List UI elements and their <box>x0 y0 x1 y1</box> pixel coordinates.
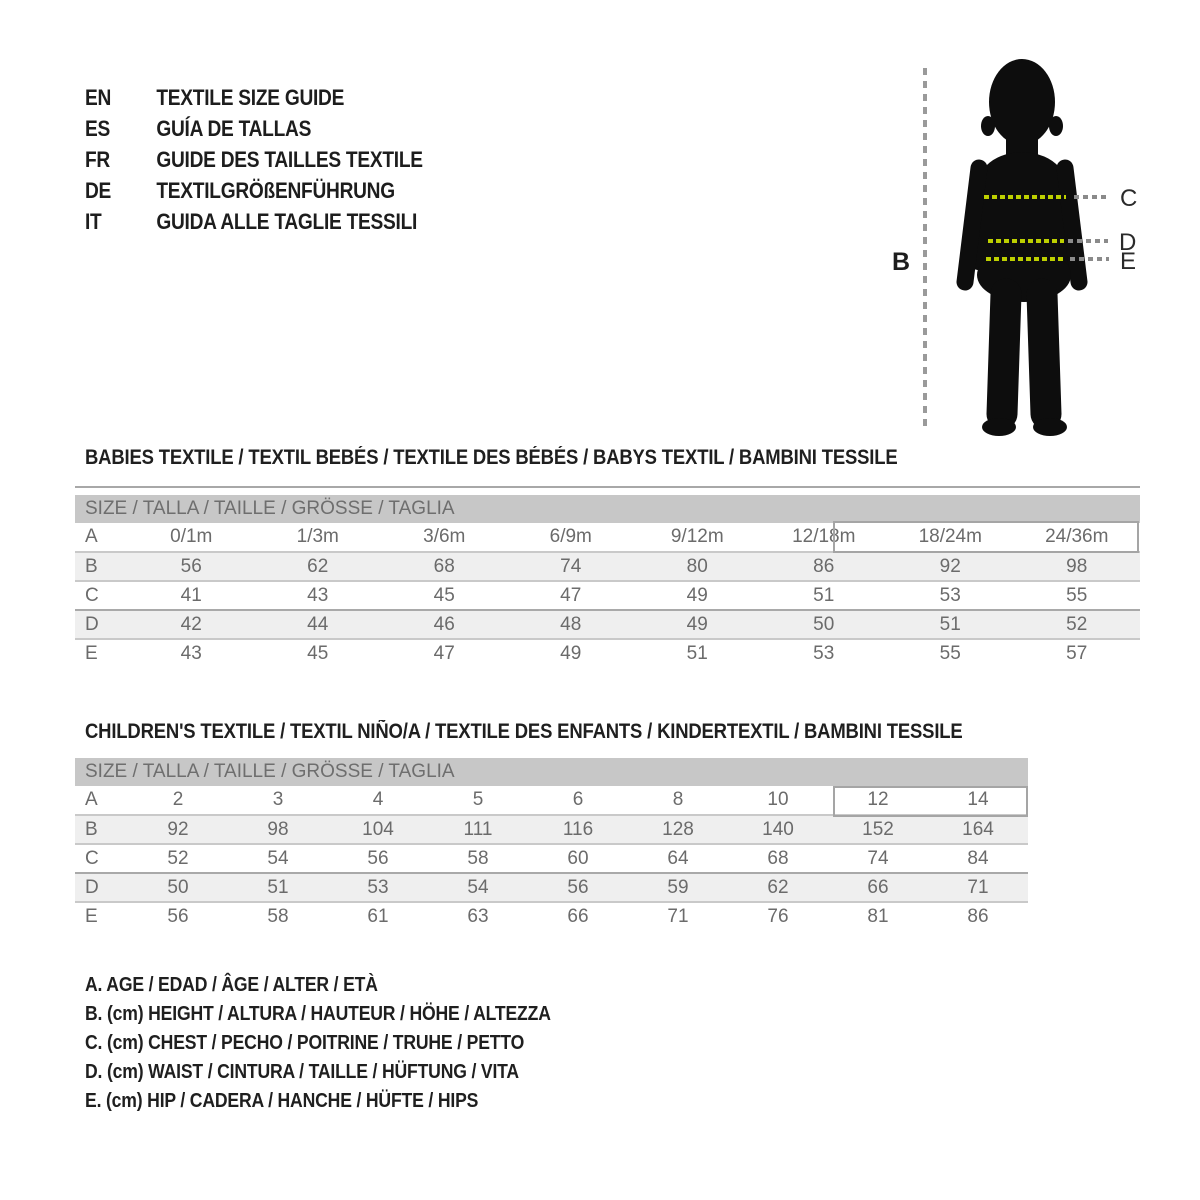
size-value-cell: 46 <box>433 613 455 635</box>
size-value-cell: 56 <box>567 876 589 898</box>
size-value-cell: 71 <box>667 906 689 927</box>
size-value-cell: 53 <box>939 584 961 606</box>
size-value-cell: 63 <box>467 906 489 927</box>
size-value-cell: 12 <box>867 789 889 810</box>
guide-title: GUÍA DE TALLAS <box>156 115 312 141</box>
size-value-cell: 86 <box>967 906 989 927</box>
size-value-cell: 74 <box>560 555 582 577</box>
child-measurement-figure <box>878 42 1168 447</box>
size-value-cell: 60 <box>567 847 589 869</box>
size-table-row <box>75 610 1140 639</box>
row-label: C <box>85 847 99 869</box>
child-silhouette <box>965 59 1079 436</box>
row-label: D <box>85 613 99 635</box>
language-code: ES <box>85 115 111 141</box>
guide-title: GUIDA ALLE TAGLIE TESSILI <box>156 208 418 234</box>
size-value-cell: 62 <box>767 876 789 898</box>
legend-item: E. (cm) HIP / CADERA / HANCHE / HÜFTE / HIPS <box>85 1090 479 1112</box>
language-row <box>85 175 423 206</box>
size-value-cell: 59 <box>667 876 689 898</box>
size-value-cell: 47 <box>560 584 582 606</box>
size-value-cell: 164 <box>962 818 994 840</box>
legend-item: C. (cm) CHEST / PECHO / POITRINE / TRUHE / PETTO <box>85 1032 525 1054</box>
size-value-cell: 66 <box>567 906 589 927</box>
language-code: EN <box>85 84 112 110</box>
size-table-row <box>75 902 1028 931</box>
language-row <box>85 113 423 144</box>
size-value-cell: 51 <box>939 613 961 635</box>
row-label: A <box>85 526 98 547</box>
selected-sizes-highlight <box>833 786 1028 817</box>
size-header-band: SIZE / TALLA / TAILLE / GRÖSSE / TAGLIA <box>75 758 1028 786</box>
size-table-row <box>75 873 1028 902</box>
size-value-cell: 41 <box>180 584 202 606</box>
size-value-cell: 58 <box>267 906 289 927</box>
size-value-cell: 76 <box>767 906 789 927</box>
size-value-cell: 68 <box>767 847 789 869</box>
height-label: B <box>892 248 911 276</box>
children-section-title: CHILDREN'S TEXTILE / TEXTIL NIÑO/A / TEXTILE DES ENFANTS / KINDERTEXTIL / BAMBINI TESSILE <box>85 720 963 743</box>
size-value-cell: 58 <box>467 847 489 869</box>
size-value-cell: 12/18m <box>792 526 856 547</box>
selected-sizes-highlight <box>833 521 1139 553</box>
size-value-cell: 74 <box>867 847 889 869</box>
language-row <box>85 206 423 237</box>
size-value-cell: 66 <box>867 876 889 898</box>
size-value-cell: 49 <box>560 643 582 664</box>
size-value-cell: 50 <box>167 876 189 898</box>
hip-label: E <box>1120 248 1137 275</box>
size-value-cell: 4 <box>372 789 384 810</box>
size-value-cell: 104 <box>362 818 394 840</box>
row-label: C <box>85 584 99 606</box>
size-value-cell: 47 <box>433 643 455 664</box>
size-value-cell: 56 <box>180 555 202 577</box>
language-title-list <box>85 82 423 237</box>
size-table-row <box>75 581 1140 610</box>
size-value-cell: 61 <box>367 906 389 927</box>
size-value-cell: 3/6m <box>423 526 466 547</box>
size-value-cell: 6/9m <box>549 526 592 547</box>
size-value-cell: 51 <box>686 643 708 664</box>
size-value-cell: 44 <box>307 613 329 635</box>
legend-item: B. (cm) HEIGHT / ALTURA / HAUTEUR / HÖHE / ALTEZZA <box>85 1003 551 1025</box>
children-size-table <box>75 758 1028 931</box>
size-value-cell: 14 <box>967 789 989 810</box>
size-value-cell: 92 <box>167 818 189 840</box>
language-code: FR <box>85 146 110 172</box>
size-value-cell: 80 <box>686 555 708 577</box>
measurement-legend <box>85 974 614 1119</box>
size-value-cell: 48 <box>560 613 582 635</box>
size-value-cell: 92 <box>939 555 961 577</box>
size-value-cell: 54 <box>267 847 289 869</box>
size-value-cell: 2 <box>172 789 184 810</box>
size-table-row <box>75 815 1028 844</box>
size-value-cell: 84 <box>967 847 989 869</box>
guide-title: GUIDE DES TAILLES TEXTILE <box>156 146 423 172</box>
size-value-cell: 64 <box>667 847 689 869</box>
babies-section-title: BABIES TEXTILE / TEXTIL BEBÉS / TEXTILE DES BÉBÉS / BABYS TEXTIL / BAMBINI TESSILE <box>85 446 898 469</box>
size-value-cell: 3 <box>272 789 284 810</box>
size-table-row <box>75 639 1140 668</box>
table-top-rule <box>75 486 1140 488</box>
language-code: DE <box>85 177 112 203</box>
babies-size-table <box>75 495 1140 668</box>
row-label: E <box>85 643 98 664</box>
size-value-cell: 52 <box>1066 613 1088 635</box>
size-value-cell: 116 <box>562 818 594 840</box>
size-value-cell: 9/12m <box>670 526 724 547</box>
size-value-cell: 140 <box>762 818 794 840</box>
size-value-cell: 49 <box>686 584 708 606</box>
language-row <box>85 144 423 175</box>
size-value-cell: 55 <box>1066 584 1088 606</box>
size-header-band: SIZE / TALLA / TAILLE / GRÖSSE / TAGLIA <box>75 495 1140 523</box>
size-value-cell: 71 <box>967 876 989 898</box>
size-value-cell: 51 <box>267 876 289 898</box>
guide-title: TEXTILGRÖßENFÜHRUNG <box>156 177 395 203</box>
row-label: E <box>85 906 98 927</box>
size-value-cell: 42 <box>180 613 202 635</box>
row-label: A <box>85 789 98 810</box>
size-value-cell: 1/3m <box>296 526 339 547</box>
size-value-cell: 53 <box>813 643 835 664</box>
size-value-cell: 128 <box>662 818 694 840</box>
size-value-cell: 53 <box>367 876 389 898</box>
size-value-cell: 51 <box>813 584 835 606</box>
size-value-cell: 98 <box>1066 555 1088 577</box>
legend-item: D. (cm) WAIST / CINTURA / TAILLE / HÜFTUNG / VITA <box>85 1061 519 1083</box>
size-value-cell: 56 <box>167 906 189 927</box>
size-value-cell: 111 <box>463 818 493 840</box>
guide-title: TEXTILE SIZE GUIDE <box>156 84 345 110</box>
size-value-cell: 54 <box>467 876 489 898</box>
size-value-cell: 56 <box>367 847 389 869</box>
size-value-cell: 0/1m <box>170 526 213 547</box>
size-value-cell: 18/24m <box>918 526 982 547</box>
size-value-cell: 43 <box>180 643 202 664</box>
size-value-cell: 24/36m <box>1045 526 1109 547</box>
row-label: B <box>85 555 98 577</box>
chest-label: C <box>1120 185 1138 212</box>
size-value-cell: 45 <box>307 643 329 664</box>
size-value-cell: 68 <box>433 555 455 577</box>
row-label: D <box>85 876 99 898</box>
waist-label: D <box>1119 229 1137 256</box>
size-value-cell: 57 <box>1066 643 1088 664</box>
size-value-cell: 10 <box>767 789 789 810</box>
size-value-cell: 43 <box>307 584 329 606</box>
size-value-cell: 98 <box>267 818 289 840</box>
size-value-cell: 50 <box>813 613 835 635</box>
size-value-cell: 6 <box>572 789 584 810</box>
size-value-cell: 5 <box>472 789 484 810</box>
size-value-cell: 49 <box>686 613 708 635</box>
language-code: IT <box>85 208 102 234</box>
row-label: B <box>85 818 98 840</box>
size-table-row <box>75 844 1028 873</box>
size-value-cell: 81 <box>867 906 889 927</box>
size-value-cell: 52 <box>167 847 189 869</box>
size-value-cell: 62 <box>307 555 329 577</box>
size-table-row <box>75 552 1140 581</box>
size-value-cell: 8 <box>672 789 684 810</box>
size-value-cell: 45 <box>433 584 455 606</box>
legend-item: A. AGE / EDAD / ÂGE / ALTER / ETÀ <box>85 974 378 996</box>
size-value-cell: 152 <box>862 818 894 840</box>
size-value-cell: 86 <box>813 555 835 577</box>
size-value-cell: 55 <box>939 643 961 664</box>
language-row <box>85 82 423 113</box>
